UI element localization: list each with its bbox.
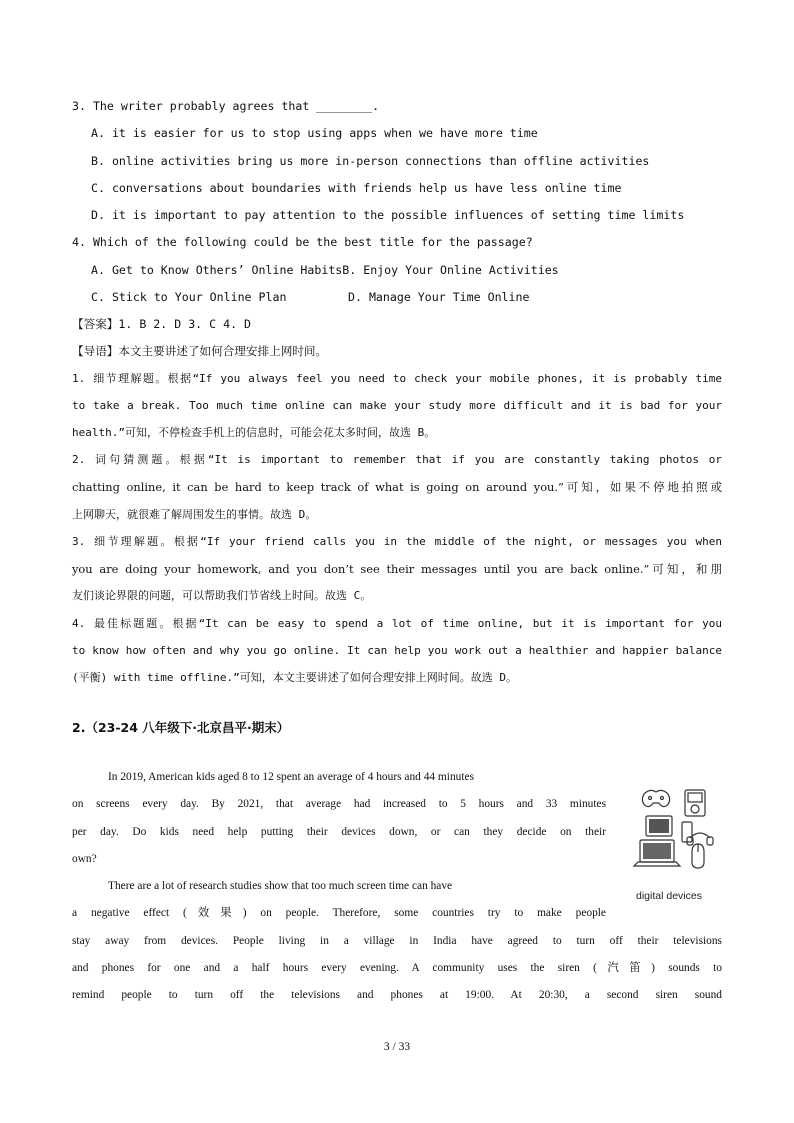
passage-p2-line-2: a negative effect (效果) on people. Therefore, some countries try to make people bbox=[72, 907, 606, 919]
passage-p2-line-5: remind people to turn off the televisions and phones at 19:00. At 20:30, a second siren sound bbox=[72, 989, 722, 1001]
explanation-1-line-2: to take a break. Too much time online can make your study more difficult and it is bad for your bbox=[72, 399, 722, 412]
explanation-4-line-1: 4. 最佳标题题。根据“It can be easy to spend a lot of time online, but it is important for you bbox=[72, 617, 722, 630]
explanation-3-line-1: 3. 细节理解题。根据“If your friend calls you in the middle of the night, or messages you when bbox=[72, 535, 722, 548]
explanation-2-line-1: 2. 词句猜测题。根据“It is important to remember that if you are constantly taking photos or bbox=[72, 453, 722, 466]
guide-line bbox=[72, 343, 327, 359]
question-3-option-b: B. online activities bring us more in-person connections than offline activities bbox=[91, 154, 650, 168]
question-3-stem: 3. The writer probably agrees that ________. bbox=[72, 99, 380, 113]
question-4-option-d: D. Manage Your Time Online bbox=[348, 290, 530, 304]
page-number: 3 / 33 bbox=[383, 1041, 411, 1053]
digital-devices-illustration bbox=[630, 782, 716, 907]
explanation-4-line-2: to know how often and why you go online. It can help you work out a healthier and happier balance bbox=[72, 644, 722, 657]
passage-p2-line-1: There are a lot of research studies show that too much screen time can have bbox=[108, 880, 453, 892]
question-3-option-a: A. it is easier for us to stop using apps when we have more time bbox=[91, 126, 538, 140]
passage-p1-line-3: per day. Do kids need help putting their devices down, or can they decide on their bbox=[72, 826, 606, 838]
passage-p1-line-1: In 2019, American kids aged 8 to 12 spent an average of 4 hours and 44 minutes bbox=[108, 771, 474, 783]
passage-p1-line-2: on screens every day. By 2021, that average had increased to 5 hours and 33 minutes bbox=[72, 798, 606, 810]
guide-label: 【导语】 bbox=[72, 344, 119, 358]
explanation-3-line-2: you are doing your homework, and you don’t see their messages until you are back online.”可知，和朋 bbox=[72, 562, 722, 576]
digital-devices-icon bbox=[630, 782, 716, 892]
answer-value: 1. B 2. D 3. C 4. D bbox=[118, 317, 252, 331]
explanation-4-line-3: (平衡) with time offline.”可知，本文主要讲述了如何合理安排上网时间。故选 D。 bbox=[72, 671, 517, 684]
passage-p2-line-4: and phones for one and a half hours every evening. A community uses the siren (汽笛) sounds to bbox=[72, 962, 722, 974]
question-4-option-c: C. Stick to Your Online Plan bbox=[91, 290, 287, 304]
explanation-2-line-2: chatting online, it can be hard to keep track of what is going on around you.”可知，如果不停地拍照或 bbox=[72, 480, 722, 494]
game-controller-icon bbox=[642, 790, 669, 806]
passage-p1-line-4: own? bbox=[72, 853, 97, 865]
guide-text: 本文主要讲述了如何合理安排上网时间。 bbox=[118, 344, 328, 358]
question-4-stem: 4. Which of the following could be the best title for the passage? bbox=[72, 235, 533, 249]
passage-p2-line-3: stay away from devices. People living in a village in India have agreed to turn off their televisions bbox=[72, 935, 722, 947]
explanation-1-line-3: health.”可知，不停检查手机上的信息时，可能会花太多时间，故选 B。 bbox=[72, 426, 436, 439]
explanation-1-line-1: 1. 细节理解题。根据“If you always feel you need to check your mobile phones, it is probably time bbox=[72, 372, 722, 385]
answer-line bbox=[72, 316, 251, 333]
answer-label: 【答案】 bbox=[72, 317, 119, 331]
section-2-heading: 2.（23-24 八年级下·北京昌平·期末） bbox=[72, 720, 290, 735]
question-3-option-c: C. conversations about boundaries with friends help us have less online time bbox=[91, 181, 622, 195]
explanation-2-line-3: 上网聊天，就很难了解周围发生的事情。故选 D。 bbox=[72, 508, 317, 521]
explanation-3-line-3: 友们谈论界限的问题，可以帮助我们节省线上时间。故选 C。 bbox=[72, 589, 372, 602]
question-3-option-d: D. it is important to pay attention to the possible influences of setting time limits bbox=[91, 208, 685, 222]
question-4-options-ab: A. Get to Know Others’ Online HabitsB. Enjoy Your Online Activities bbox=[91, 263, 559, 277]
figure-caption: digital devices bbox=[636, 890, 702, 902]
